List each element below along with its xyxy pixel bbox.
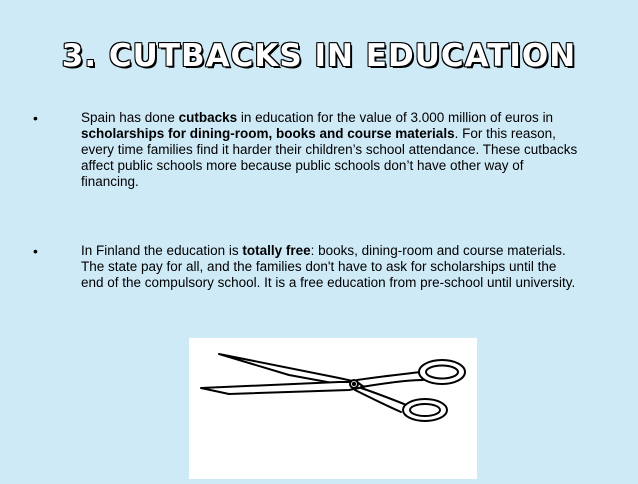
text-run: . For this reason, every time families find it harder their children’s school attendance. These cutbacks affect public schools more because public schools don’t have other way of financing. xyxy=(81,126,578,189)
text-run: In Finland the education is xyxy=(81,243,243,258)
scissors-icon xyxy=(189,338,477,479)
text-run-bold: scholarships for dining-room, books and course materials xyxy=(81,126,455,141)
bullet-text-finland xyxy=(81,243,581,291)
text-run: in education for the value of 3.000 million of euros in xyxy=(237,110,554,125)
bullet-marker: • xyxy=(33,243,38,259)
scissors-image xyxy=(189,338,477,479)
bullet-marker: • xyxy=(33,110,38,126)
text-run-bold: totally free xyxy=(242,243,311,258)
text-run: : books, dining-room and course materials. The state pay for all, and the families don't have to ask for scholarships until the end of the compulsory school. It is a free education from pre-school until university. xyxy=(81,243,576,290)
text-run: Spain has done xyxy=(81,110,179,125)
text-run-bold: cutbacks xyxy=(178,110,238,125)
slide-title: 3. CUTBACKS IN EDUCATION xyxy=(61,38,577,74)
bullet-text-spain xyxy=(81,110,581,190)
